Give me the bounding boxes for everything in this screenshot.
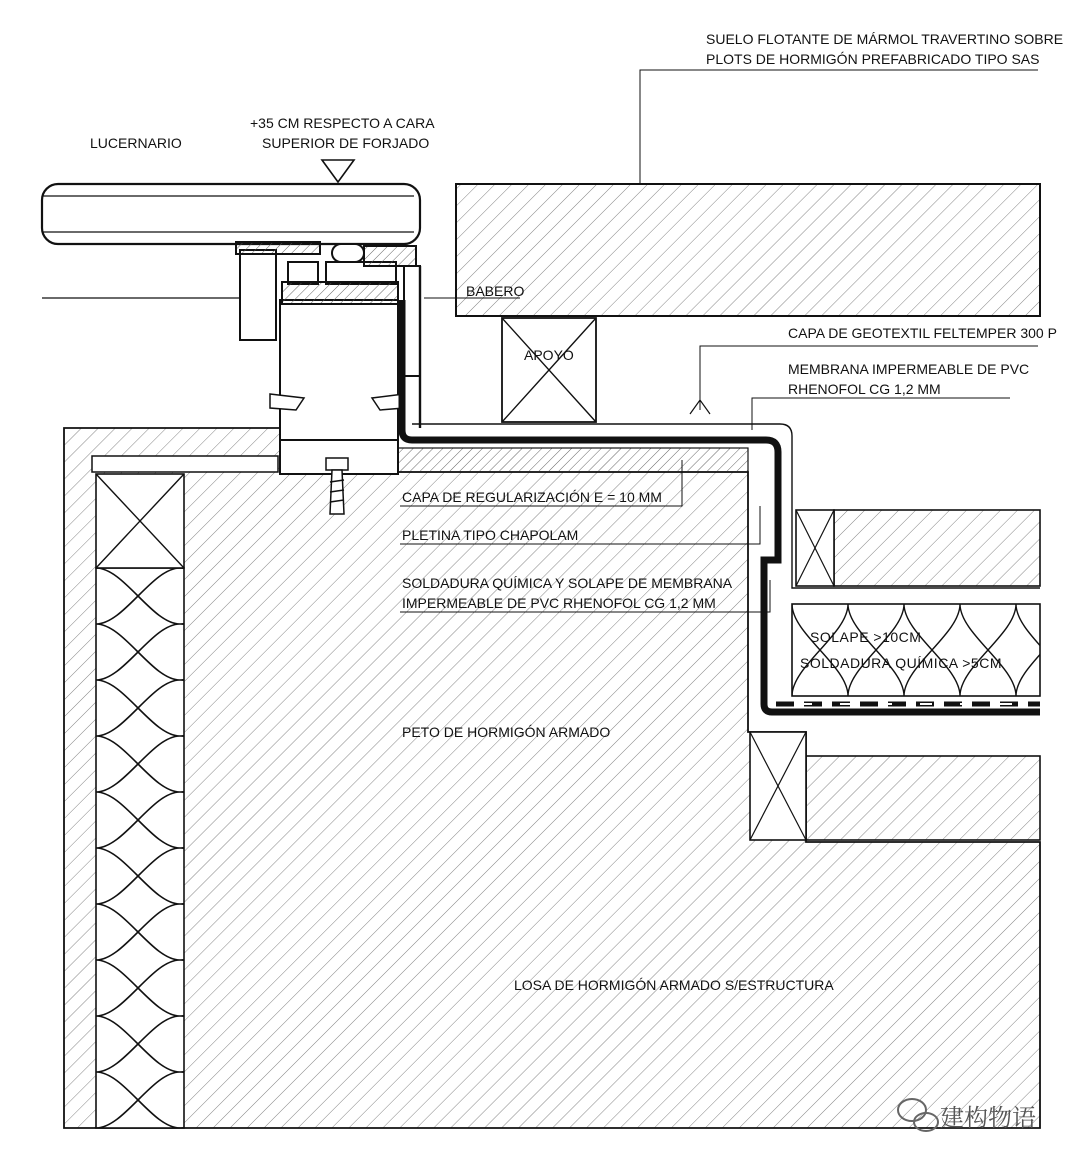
lower-slab	[806, 756, 1040, 840]
label-cota-line1: +35 CM RESPECTO A CARA	[250, 115, 435, 131]
label-regularizacion: CAPA DE REGULARIZACIÓN E = 10 MM	[402, 489, 662, 505]
label-apoyo: APOYO	[524, 347, 574, 363]
label-losa: LOSA DE HORMIGÓN ARMADO S/ESTRUCTURA	[514, 977, 834, 993]
floor-step-slab	[834, 510, 1040, 586]
label-solape: SOLAPE >10CM	[810, 629, 922, 645]
insulation-horizontal-pattern	[792, 604, 1040, 696]
label-geotextil: CAPA DE GEOTEXTIL FELTEMPER 300 P	[788, 325, 1057, 341]
insulation-pattern	[96, 568, 184, 1128]
label-cota-line2: SUPERIOR DE FORJADO	[262, 135, 430, 151]
regularization-layer	[92, 456, 278, 472]
skylight-panel	[42, 184, 420, 244]
marble-floor-slab	[456, 184, 1040, 316]
watermark-text: 建构物语	[940, 1105, 1036, 1132]
label-membrana-line2: RHENOFOL CG 1,2 MM	[788, 381, 941, 397]
label-babero: BABERO	[466, 283, 525, 299]
label-suelo-line2: PLOTS DE HORMIGÓN PREFABRICADO TIPO SAS	[706, 51, 1040, 67]
label-lucernario: LUCERNARIO	[90, 135, 182, 151]
label-peto: PETO DE HORMIGÓN ARMADO	[402, 724, 611, 740]
label-soldadura-line2: IMPERMEABLE DE PVC RHENOFOL CG 1,2 MM	[402, 595, 716, 611]
label-soldadura-line1: SOLDADURA QUÍMICA Y SOLAPE DE MEMBRANA	[402, 575, 733, 591]
regularization-layer-right	[398, 448, 748, 472]
label-membrana-line1: MEMBRANA IMPERMEABLE DE PVC	[788, 361, 1030, 377]
level-marker-triangle	[322, 160, 354, 182]
label-pletina: PLETINA TIPO CHAPOLAM	[402, 527, 579, 543]
label-suelo-line1: SUELO FLOTANTE DE MÁRMOL TRAVERTINO SOBRE	[706, 31, 1064, 47]
label-soldadura-quimica: SOLDADURA QUÍMICA >5CM	[800, 655, 1002, 671]
